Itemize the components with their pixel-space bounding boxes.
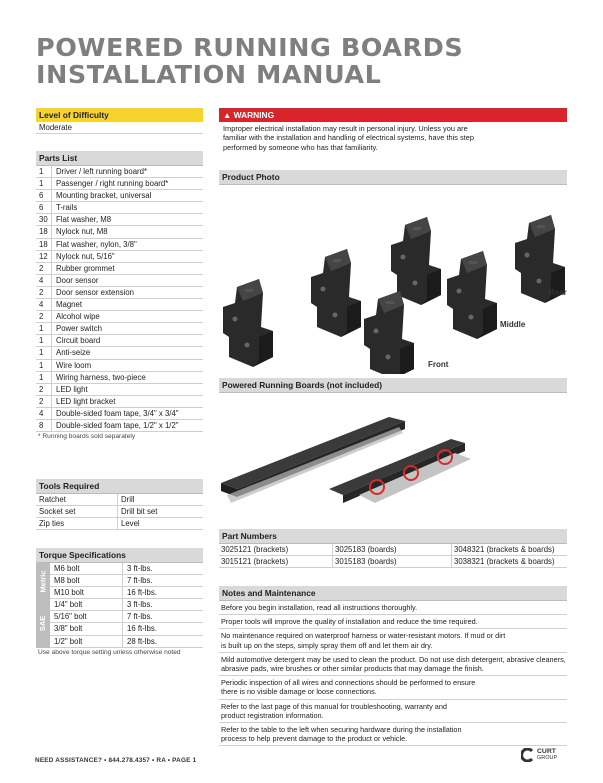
part-qty: 2 [36,311,52,322]
part-desc: Flat washer, nylon, 3/8" [56,239,137,249]
parts-row [36,226,203,238]
parts-row [36,420,203,432]
parts-row [36,299,203,311]
tools-row [36,494,203,506]
torque-group-label [36,563,50,599]
warning-heading: ▲ WARNING [219,108,567,122]
note-text: Proper tools will improve the quality of installation and reduce the time required. [221,617,478,627]
torque-row [50,563,203,575]
torque-value: 28 ft-lbs. [127,636,157,646]
difficulty-heading: Level of Difficulty [36,108,203,122]
parts-row [36,275,203,287]
torque-value: 3 ft-lbs. [127,564,153,573]
part-desc: Nylock nut, M8 [56,227,108,237]
part-qty: 18 [36,239,52,250]
tool-name: Drill bit set [121,507,158,517]
torque-value: 16 ft-lbs. [127,624,157,634]
tools-row [36,506,203,518]
bracket-2 [311,249,361,337]
part-desc: LED light [56,384,88,394]
parts-row [36,372,203,384]
parts-row [36,384,203,396]
part-qty: 1 [36,372,52,383]
torque-row [50,575,203,587]
note-item [219,653,567,676]
part-desc: Anti-seize [56,348,91,358]
note-item [219,723,567,746]
notes-section [219,586,567,746]
warning-triangle-icon: ▲ [223,110,232,120]
bracket-photo [219,189,567,374]
torque-bolt: M8 bolt [50,575,123,586]
note-text: Refer to the last page of this manual for troubleshooting, warranty and product registration information. [221,701,447,720]
front-label: Front [428,360,449,369]
torque-row [50,587,203,599]
part-number-cell: 3015183 (boards) [333,556,452,567]
parts-list [36,151,203,442]
parts-heading: Parts List [36,151,203,166]
parts-row [36,178,203,190]
part-desc: Rubber grommet [56,263,115,273]
tool-name: Zip ties [36,518,118,529]
parts-row [36,311,203,323]
part-desc: Wire loom [56,360,92,370]
torque-value: 7 ft-lbs. [127,576,153,586]
torque-bolt: 5/16" bolt [50,611,123,622]
part-desc: Door sensor [56,275,99,285]
part-number-cell: 3025121 (brackets) [219,544,333,555]
product-photo-section [219,170,567,374]
parts-row [36,202,203,214]
part-qty: 6 [36,190,52,201]
part-numbers-heading: Part Numbers [219,529,567,544]
difficulty-value: Moderate [36,122,203,134]
tools-heading: Tools Required [36,479,203,494]
torque-bolt: M6 bolt [50,563,123,574]
torque-heading: Torque Specifications [36,548,203,563]
part-qty: 2 [36,287,52,298]
curt-logo-icon [521,748,535,762]
part-qty: 1 [36,347,52,358]
part-qty: 8 [36,420,52,431]
part-qty: 30 [36,214,52,225]
torque-row [50,623,203,635]
parts-row [36,239,203,251]
torque-bolt: 1/4" bolt [50,599,123,610]
part-qty: 2 [36,384,52,395]
part-desc: Magnet [56,300,83,310]
torque-bolt: 1/2" bolt [50,636,123,647]
torque-group-label-text: Metric [38,570,48,593]
parts-row [36,251,203,263]
parts-row [36,335,203,347]
torque-value: 7 ft-lbs. [127,612,153,622]
torque-group-label-text: SAE [38,615,48,632]
part-desc: Wiring harness, two-piece [56,372,146,382]
note-text: No maintenance required on waterproof harness or water-resistant motors. If mud or dirt is built up on the steps, simply spray them off and let them air dry. [221,631,506,650]
company-logo [521,748,557,762]
part-desc: Driver / left running board* [56,167,148,176]
torque-rows [50,599,203,647]
torque-note: Use above torque setting unless otherwise noted [38,648,181,656]
part-qty: 1 [36,360,52,371]
bracket-1 [223,279,273,367]
part-desc: Nylock nut, 5/16" [56,251,115,261]
parts-row [36,287,203,299]
part-number-row [219,544,567,556]
note-text: Refer to the table to the left when securing hardware during the installation process to help prevent damage to the product or vehicle. [221,725,462,744]
note-item [219,629,567,652]
part-desc: Circuit board [56,336,101,346]
note-text: Before you begin installation, read all instructions thoroughly. [221,603,418,612]
torque-section [36,548,203,658]
torque-bolt: 3/8" bolt [50,623,123,634]
part-number-row [219,556,567,568]
note-text: Periodic inspection of all wires and connections should be performed to ensure there is no visible damage or loose connections. [221,678,476,697]
torque-group [36,599,203,647]
title-line-2: INSTALLATION MANUAL [36,60,382,89]
page-title [36,34,463,88]
note-item [219,601,567,615]
part-desc: Double-sided foam tape, 1/2" x 1/2" [56,420,179,430]
note-item [219,676,567,699]
part-number-cell: 3038321 (brackets & boards) [454,557,555,567]
part-desc: Alcohol wipe [56,312,100,322]
torque-group [36,563,203,599]
part-desc: Mounting bracket, universal [56,191,152,201]
part-desc: Passenger / right running board* [56,179,169,189]
warning-section [219,108,567,154]
part-qty: 12 [36,251,52,262]
part-number-cell: 3048321 (brackets & boards) [454,545,555,554]
torque-group-label [36,599,50,647]
part-desc: LED light bracket [56,396,116,406]
middle-label: Middle [500,320,526,329]
note-item [219,615,567,629]
part-qty: 1 [36,166,52,177]
torque-row [50,599,203,611]
part-qty: 2 [36,263,52,274]
warning-text: Improper electrical installation may result in personal injury. Unless you are familiar with the installation and handling of electrical systems, have this step performed by someone who has that familiarity. [223,124,474,152]
part-qty: 1 [36,335,52,346]
rear-label: Rear [549,288,567,297]
parts-row [36,214,203,226]
bracket-4 [364,291,414,374]
tool-name: Ratchet [36,494,118,505]
parts-row [36,396,203,408]
parts-row [36,323,203,335]
part-qty: 2 [36,396,52,407]
boards-photo [219,399,567,519]
part-qty: 6 [36,202,52,213]
logo-line-1: CURT [537,748,556,755]
parts-row [36,360,203,372]
part-desc: Power switch [56,324,102,334]
part-desc: Flat washer, M8 [56,215,112,225]
part-qty: 4 [36,299,52,310]
footer-assistance: NEED ASSISTANCE? • 844.278.4357 • RA • PAGE 1 [35,757,197,764]
difficulty-section [36,108,203,134]
torque-rows [50,563,203,599]
title-line-1: POWERED RUNNING BOARDS [36,33,464,62]
parts-row [36,347,203,359]
torque-value: 3 ft-lbs. [127,600,153,610]
part-number-cell: 3025183 (boards) [333,544,452,555]
part-qty: 1 [36,178,52,189]
part-desc: T-rails [56,203,78,213]
note-item [219,700,567,723]
part-numbers-section [219,529,567,568]
part-qty: 4 [36,408,52,419]
part-qty: 4 [36,275,52,286]
tools-section [36,479,203,530]
note-text: Mild automotive detergent may be used to clean the product. Do not use dish detergent, abrasive cleaners, abrasive pads, wire brushes or other similar products that may damage the finish. [221,654,566,674]
product-photo-heading: Product Photo [219,170,567,185]
torque-row [50,611,203,623]
parts-row [36,263,203,275]
tool-name: Level [121,519,140,529]
part-qty: 18 [36,226,52,237]
part-number-cell: 3015121 (brackets) [219,556,333,567]
tools-row [36,518,203,530]
part-desc: Double-sided foam tape, 3/4" x 3/4" [56,408,179,418]
tool-name: Socket set [36,506,118,517]
torque-value: 16 ft-lbs. [127,588,157,598]
boards-heading: Powered Running Boards (not included) [219,378,567,393]
parts-row [36,408,203,420]
notes-heading: Notes and Maintenance [219,586,567,601]
tool-name: Drill [121,495,135,504]
parts-row [36,166,203,178]
bracket-5 [447,251,497,339]
logo-line-2: GROUP [537,755,558,761]
parts-note: * Running boards sold separately [38,433,136,441]
torque-bolt: M10 bolt [50,587,123,598]
part-qty: 1 [36,323,52,334]
parts-row [36,190,203,202]
torque-row [50,636,203,648]
boards-section [219,378,567,519]
part-desc: Door sensor extension [56,287,135,297]
